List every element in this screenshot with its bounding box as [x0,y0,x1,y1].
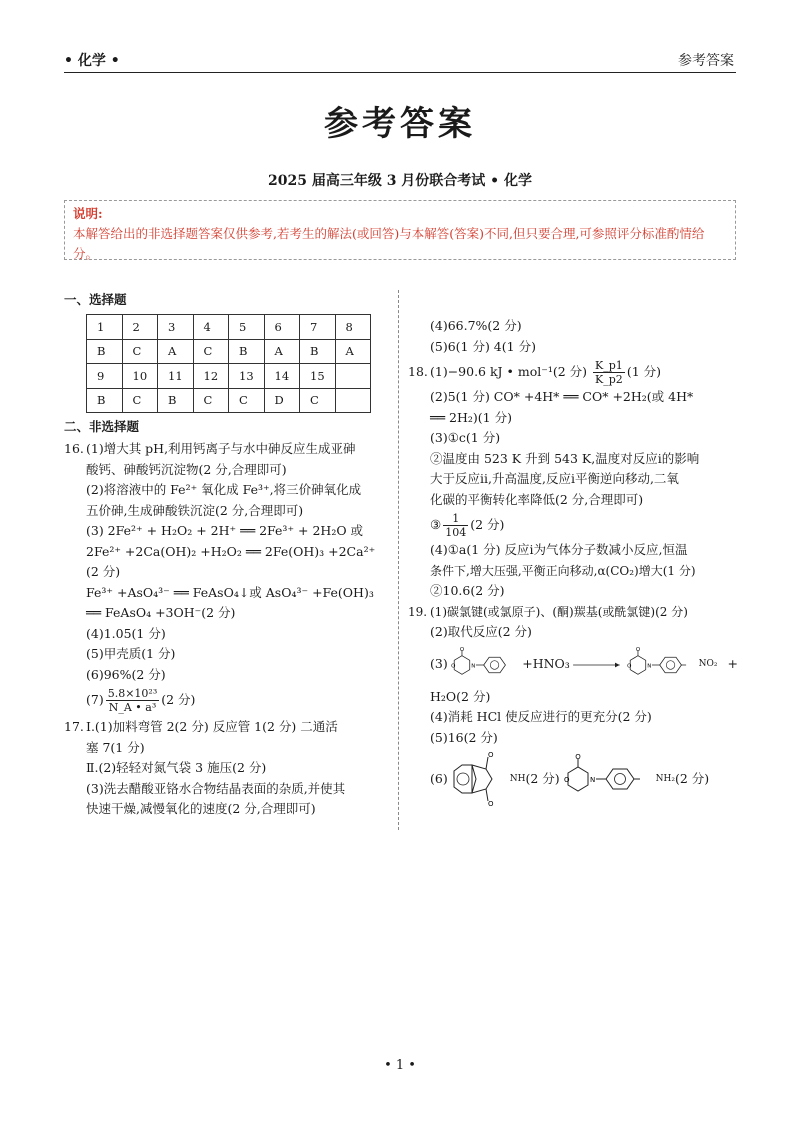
q16-score: (2 分) [161,692,196,707]
q16-number: 16. [64,441,84,456]
q18-line: (4)①a(1 分) 反应ⅰ为气体分子数减小反应,恒温 [430,542,688,557]
q16-line: (1)增大其 pH,利用钙离子与水中砷反应生成亚砷 [86,441,356,456]
table-cell: 8 [335,315,371,340]
q18-number: 18. [408,364,428,379]
table-row-answers [87,339,371,364]
q18-part3-label: ③ [430,517,442,532]
q18-line: 化碳的平衡转化率降低(2 分,合理即可) [430,491,644,507]
table-row-question-numbers [87,315,371,340]
q19-plus: + [727,656,738,672]
fraction-numerator: 5.8×10²³ [107,687,158,700]
table-cell: 14 [264,364,300,389]
q19-number: 19. [408,604,428,619]
q19-line: (2)取代反应(2 分) [430,624,532,639]
q19-line: (4)消耗 HCl 使反应进行的更充分(2 分) [430,709,652,724]
q17-line: 塞 7(1 分) [86,739,145,755]
table-cell: 3 [158,315,194,340]
q19-part3-label: (3) [430,656,448,672]
header-rule [64,72,736,73]
svg-text:O: O [450,662,456,669]
question-19 [408,602,738,811]
q17-line: Ⅰ.(1)加料弯管 2(2 分) 反应管 1(2 分) 二通活 [86,719,338,734]
column-divider [398,290,399,830]
q18-line: 条件下,增大压强,平衡正向移动,α(CO₂)增大(1 分) [430,563,696,578]
q19-score: (2 分) [674,770,710,786]
fraction-denominator: K_p2 [595,373,623,386]
svg-text:O: O [563,776,570,784]
nh2-group-label: NH₂ [655,773,675,784]
table-cell: 7 [300,315,336,340]
q17-number: 17. [64,719,84,734]
right-column [408,316,738,810]
fraction-numerator: 1 [443,512,468,526]
left-column [64,290,394,820]
q16-line: ══ FeAsO₄ +3OH⁻(2 分) [86,605,236,620]
q17-line: 快速干燥,减慢氧化的速度(2 分,合理即可) [86,801,316,816]
fraction-denominator: N_A • a³ [108,701,157,714]
q16-line: (2)将溶液中的 Fe²⁺ 氧化成 Fe³⁺,将三价砷氧化成 [86,482,362,497]
table-cell: B [87,388,123,413]
header-subject: • 化学 • [64,53,120,69]
table-cell: A [264,339,300,364]
q18-line: 大于反应ⅱ,升高温度,反应ⅰ平衡逆向移动,二氧 [430,471,679,486]
page-title: 参考答案 [324,104,476,144]
q18-part1: (1)−90.6 kJ • mol⁻¹(2 分) [430,364,588,379]
table-row-answers [87,388,371,413]
q16-line: (2 分) [86,564,121,579]
table-cell: C [122,339,158,364]
table-cell: 13 [229,364,265,389]
q16-line: (5)甲壳质(1 分) [86,646,176,661]
q17-line: (3)洗去醋酸亚铬水合物结晶表面的杂质,并使其 [86,780,346,796]
question-17 [64,717,394,820]
svg-text:O: O [487,800,494,807]
table-cell: C [122,388,158,413]
q19-score: (2 分) [525,770,560,786]
svg-text:N: N [471,662,476,669]
svg-text:O: O [635,646,641,653]
q18-line: ②10.6(2 分) [430,583,505,598]
note-box [64,200,736,260]
table-cell: B [158,388,194,413]
section-choice-heading: 一、选择题 [64,292,127,307]
q16-fraction [106,687,160,714]
q16-line: (3) 2Fe²⁺ + H₂O₂ + 2H⁺ ══ 2Fe³⁺ + 2H₂O 或 [86,523,364,538]
table-cell: B [229,339,265,364]
q18-line: ══ 2H₂)(1 分) [430,409,512,425]
table-cell: C [193,339,229,364]
q18-line-fraction [408,510,738,540]
q16-part7-label: (7) [86,692,104,707]
note-text: 本解答给出的非选择题答案仅供参考,若考生的解法(或回答)与本解答(答案)不同,但只要合理,可参照评分标准酌情给分。 [73,226,705,261]
table-cell: B [300,339,336,364]
fraction-numerator: K_p1 [595,359,623,372]
q18-fraction-kp [593,359,625,386]
svg-text:O: O [574,753,581,761]
q19-part6-label: (6) [430,770,448,786]
table-cell: D [264,388,300,413]
q16-line: (6)96%(2 分) [86,666,166,682]
table-cell: 10 [122,364,158,389]
table-cell: 5 [229,315,265,340]
table-cell: 2 [122,315,158,340]
q19-line: H₂O(2 分) [430,688,491,704]
table-cell: C [300,388,336,413]
q18-score: (1 分) [626,364,661,379]
nitro-group-label: NO₂ [698,659,718,670]
question-18 [408,357,738,602]
table-cell: 12 [193,364,229,389]
svg-text:O: O [459,646,464,653]
table-cell: B [87,339,123,364]
svg-text:O: O [487,751,494,759]
nitro-product-structure [624,643,699,687]
reaction-arrow [570,643,624,687]
choice-answer-table [86,314,371,413]
amine-product-structure [560,751,656,807]
table-cell: A [158,339,194,364]
nh-group-label: NH [509,773,526,784]
table-cell: 1 [87,315,123,340]
q16-line: Fe³⁺ +AsO₄³⁻ ══ FeAsO₄↓或 AsO₄³⁻ +Fe(OH)₃ [86,584,374,600]
svg-text:N: N [647,662,652,669]
section-nonchoice-heading: 二、非选择题 [64,419,140,434]
page-number: • 1 • [384,1058,416,1073]
q16-line-fraction [64,685,394,715]
header-answer-label: 参考答案 [678,53,734,69]
table-cell: A [335,339,371,364]
q18-line: (2)5(1 分) CO* +4H* ══ CO* +2H₂(或 4H* [430,389,694,404]
q16-line: 2Fe²⁺ +2Ca(OH)₂ +H₂O₂ ══ 2Fe(OH)₃ +2Ca²⁺ [86,543,376,559]
q16-line: 酸钙、砷酸钙沉淀物(2 分,合理即可) [86,461,287,477]
q16-line: (4)1.05(1 分) [86,625,166,641]
table-cell: 4 [193,315,229,340]
q19-reagent: +HNO₃ [522,656,570,672]
table-row-question-numbers [87,364,371,389]
table-cell [335,388,371,413]
q19-line: (5)16(2 分) [430,729,498,745]
table-cell: 15 [300,364,336,389]
note-title: 说明: [73,206,103,221]
table-cell: 6 [264,315,300,340]
q18-line: ②温度由 523 K 升到 543 K,温度对反应ⅰ的影响 [430,450,700,466]
q18-line: (3)①c(1 分) [430,430,501,445]
morpholinone-phenyl-structure [448,643,523,687]
q17-cont-line: (5)6(1 分) 4(1 分) [430,338,536,354]
q19-reaction-row [408,643,738,687]
q19-line: (1)碳氯键(或氯原子)、(酮)羰基(或酰氯键)(2 分) [430,604,688,619]
table-cell: 9 [87,364,123,389]
q19-answer6-row [408,748,738,810]
phthalimide-structure [448,751,510,807]
table-cell: 11 [158,364,194,389]
fraction-denominator: 104 [445,526,467,539]
question-16 [64,439,394,715]
q18-score: (2 分) [470,517,505,532]
table-cell: C [193,388,229,413]
q18-fraction [443,512,468,539]
table-cell: C [229,388,265,413]
svg-text:N: N [589,776,595,784]
exam-subtitle: 2025 届高三年级 3 月份联合考试 • 化学 [267,173,533,189]
svg-text:O: O [627,662,632,669]
table-cell [335,364,371,389]
q16-line: 五价砷,生成砷酸铁沉淀(2 分,合理即可) [86,502,304,518]
q17-line: Ⅱ.(2)轻轻对氮气袋 3 施压(2 分) [86,760,267,775]
q17-cont-line: (4)66.7%(2 分) [430,318,522,333]
